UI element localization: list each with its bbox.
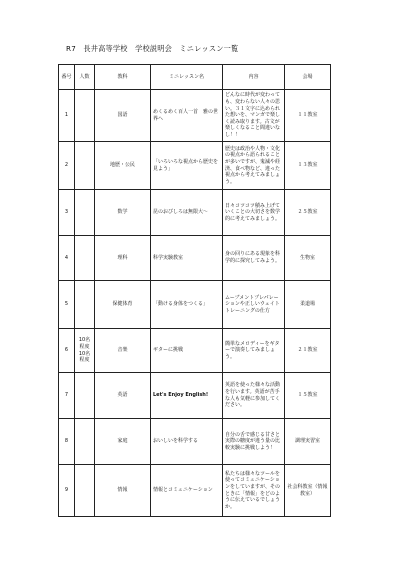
row-lesson: 科学実験教室 (151, 236, 223, 281)
people-count: 10名程度 (78, 337, 91, 350)
row-people (75, 419, 95, 465)
header-no: 番号 (59, 65, 75, 90)
table-row (59, 281, 331, 329)
row-people (75, 465, 95, 517)
row-people (75, 142, 95, 190)
row-no: 5 (59, 281, 75, 329)
row-subject: 理科 (95, 236, 151, 281)
row-lesson: ギターに挑戦 (151, 329, 223, 373)
row-subject: 家庭 (95, 419, 151, 465)
row-subject: 情報 (95, 465, 151, 517)
row-subject: 音楽 (95, 329, 151, 373)
row-lesson: 「いろいろな視点から歴史を見よう」 (151, 142, 223, 190)
row-lesson: めくるめく百人一首 雅の世界へ (151, 90, 223, 142)
table-row (59, 419, 331, 465)
table-row (59, 190, 331, 236)
header-content: 内容 (223, 65, 285, 90)
row-no: 8 (59, 419, 75, 465)
row-no: 7 (59, 373, 75, 419)
table-row (59, 465, 331, 517)
row-people (75, 190, 95, 236)
row-people (75, 329, 95, 373)
table-row (59, 90, 331, 142)
row-content: 歴史は政治や人物・文化の視点から語られることが多いですが、鬼滅や経済、食べ物など、違った視点から考えてみましょう。 (223, 142, 285, 190)
table-row (59, 142, 331, 190)
people-count: 10名程度 (78, 350, 91, 364)
row-room: ２１教室 (285, 329, 331, 373)
row-people (75, 90, 95, 142)
row-no: 1 (59, 90, 75, 142)
row-content: 身の回りにある現象を科学的に探究してみよう。 (223, 236, 285, 281)
row-room: １３教室 (285, 142, 331, 190)
row-lesson: おいしいを科学する (151, 419, 223, 465)
row-subject: 地歴・公民 (95, 142, 151, 190)
table-row (59, 373, 331, 419)
page-title: R7 長井高等学校 学校説明会 ミニレッスン一覧 (66, 44, 239, 53)
header-people: 人数 (75, 65, 95, 90)
table-row (59, 329, 331, 373)
row-subject: 保健体育 (95, 281, 151, 329)
row-lesson: Let's Enjoy English! (151, 373, 223, 419)
row-lesson: 情報とコミュニケーション (151, 465, 223, 517)
row-lesson: 「動ける身体をつくる」 (151, 281, 223, 329)
row-no: 6 (59, 329, 75, 373)
table-header-row (59, 65, 331, 90)
row-room: 柔道場 (285, 281, 331, 329)
row-content: 簡単なメロディーをギターで演奏してみましょう。 (223, 329, 285, 373)
row-content: どんなに時代が変わっても、変わらない人々の思い。３１文字に込められた想いを、マンガで楽しく読み取ります。古文が楽しくなること間違いなし！！ (223, 90, 285, 142)
row-no: 3 (59, 190, 75, 236)
row-people (75, 281, 95, 329)
row-no: 4 (59, 236, 75, 281)
row-content: 日々コツコツ積み上げていくことの大切さを数学的に考えてみましょう。 (223, 190, 285, 236)
row-room: 社会科教室（情報教室） (285, 465, 331, 517)
row-subject: 国語 (95, 90, 151, 142)
row-room: １１教室 (285, 90, 331, 142)
header-subject: 教科 (95, 65, 151, 90)
row-content: ムーブメントプレパレーションや正しいウェイトトレーニングの仕方 (223, 281, 285, 329)
row-room: １５教室 (285, 373, 331, 419)
row-content: 英語を使った様々な活動を行います。英語が苦手な人も気軽に参加してください。 (223, 373, 285, 419)
row-room: 調理実習室 (285, 419, 331, 465)
header-room: 会場 (285, 65, 331, 90)
row-room: 生物室 (285, 236, 331, 281)
row-no: 9 (59, 465, 75, 517)
lesson-table (58, 64, 331, 517)
table-row (59, 236, 331, 281)
row-lesson: 昆のおびしろは無限大～ (151, 190, 223, 236)
row-subject: 数学 (95, 190, 151, 236)
row-people (75, 236, 95, 281)
row-people (75, 373, 95, 419)
row-no: 2 (59, 142, 75, 190)
row-content: 自分の舌で感じる甘さと実際の糖度が違う量の比較実験に挑戦しよう！ (223, 419, 285, 465)
header-lesson: ミニレッスン名 (151, 65, 223, 90)
row-content: 私たちは様々なツールを使ってコミュニケーションをしていますが、そのときに「情報」をどのように伝えているでしょうか。 (223, 465, 285, 517)
row-room: ２５教室 (285, 190, 331, 236)
row-subject: 英語 (95, 373, 151, 419)
